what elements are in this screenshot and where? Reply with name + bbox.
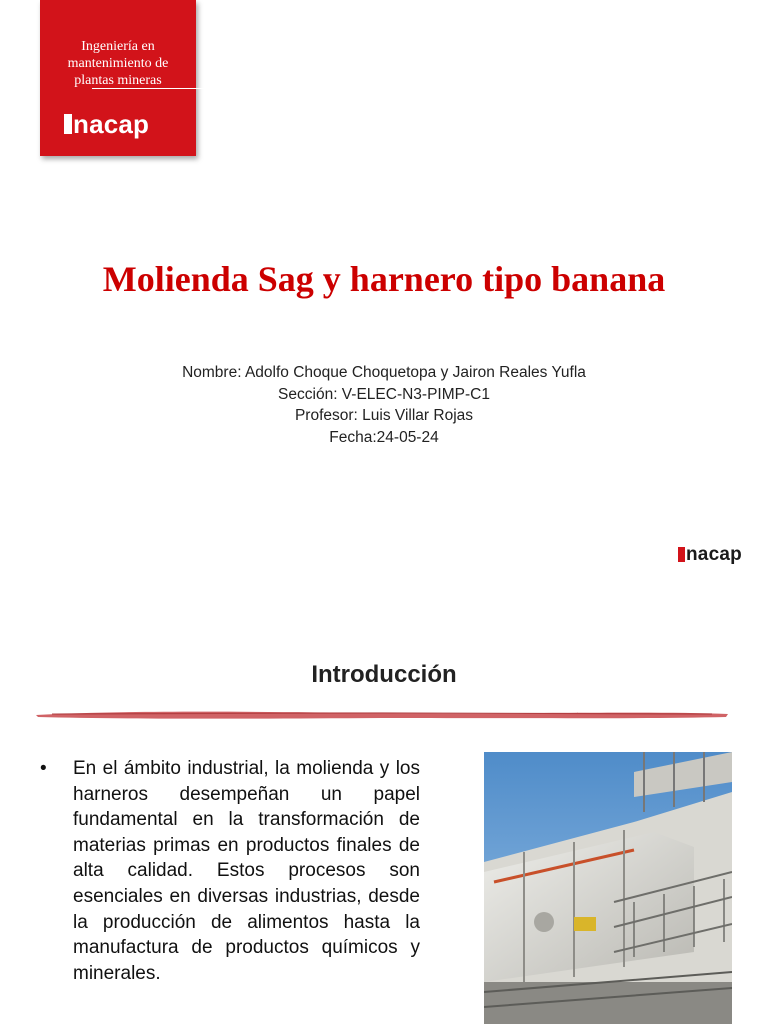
- bullet-icon: •: [40, 758, 47, 779]
- info-profesor: Profesor: Luis Villar Rojas: [294, 407, 474, 424]
- brand-box: [40, 0, 196, 156]
- footer-inacap-logo: [678, 545, 742, 564]
- intro-bullet-list: [40, 756, 420, 986]
- intro-paragraph: En el ámbito industrial, la molienda y los harneros desempeñan un papel fundamental en la transformación de materias primas en productos finales de alta calidad. Estos procesos son esenciales en diversas industrias, desde la producción de alimentos hasta la manufactura de productos químicos y minerales.: [73, 758, 420, 984]
- intro-title: Introducción: [311, 661, 457, 688]
- footer-logo-text: nacap: [686, 544, 742, 565]
- brand-caption: [40, 38, 196, 89]
- logo-mark-icon: [64, 114, 72, 134]
- author-info: [0, 362, 768, 448]
- info-seccion: Sección: V-ELEC-N3-PIMP-C1: [278, 385, 490, 403]
- brand-caption-line: plantas mineras: [74, 73, 162, 88]
- logo-mark-icon: [678, 547, 685, 562]
- intro-slide: [0, 620, 768, 1024]
- industrial-screen-photo-icon: [484, 752, 732, 1024]
- slide-title: Molienda Sag y harnero tipo banana: [102, 259, 666, 299]
- brush-stroke-divider: [32, 708, 732, 722]
- brand-caption-line: mantenimiento de: [67, 56, 169, 71]
- logo-text: nacap: [73, 109, 150, 139]
- inacap-logo: [64, 111, 149, 137]
- caption-underline: [92, 88, 222, 89]
- brand-caption-line: Ingeniería en: [81, 39, 155, 54]
- info-fecha: Fecha:24-05-24: [329, 428, 439, 446]
- info-nombre: Nombre: Adolfo Choque Choquetopa y Jairon Reales Yufla: [182, 364, 586, 381]
- list-item: [40, 756, 420, 986]
